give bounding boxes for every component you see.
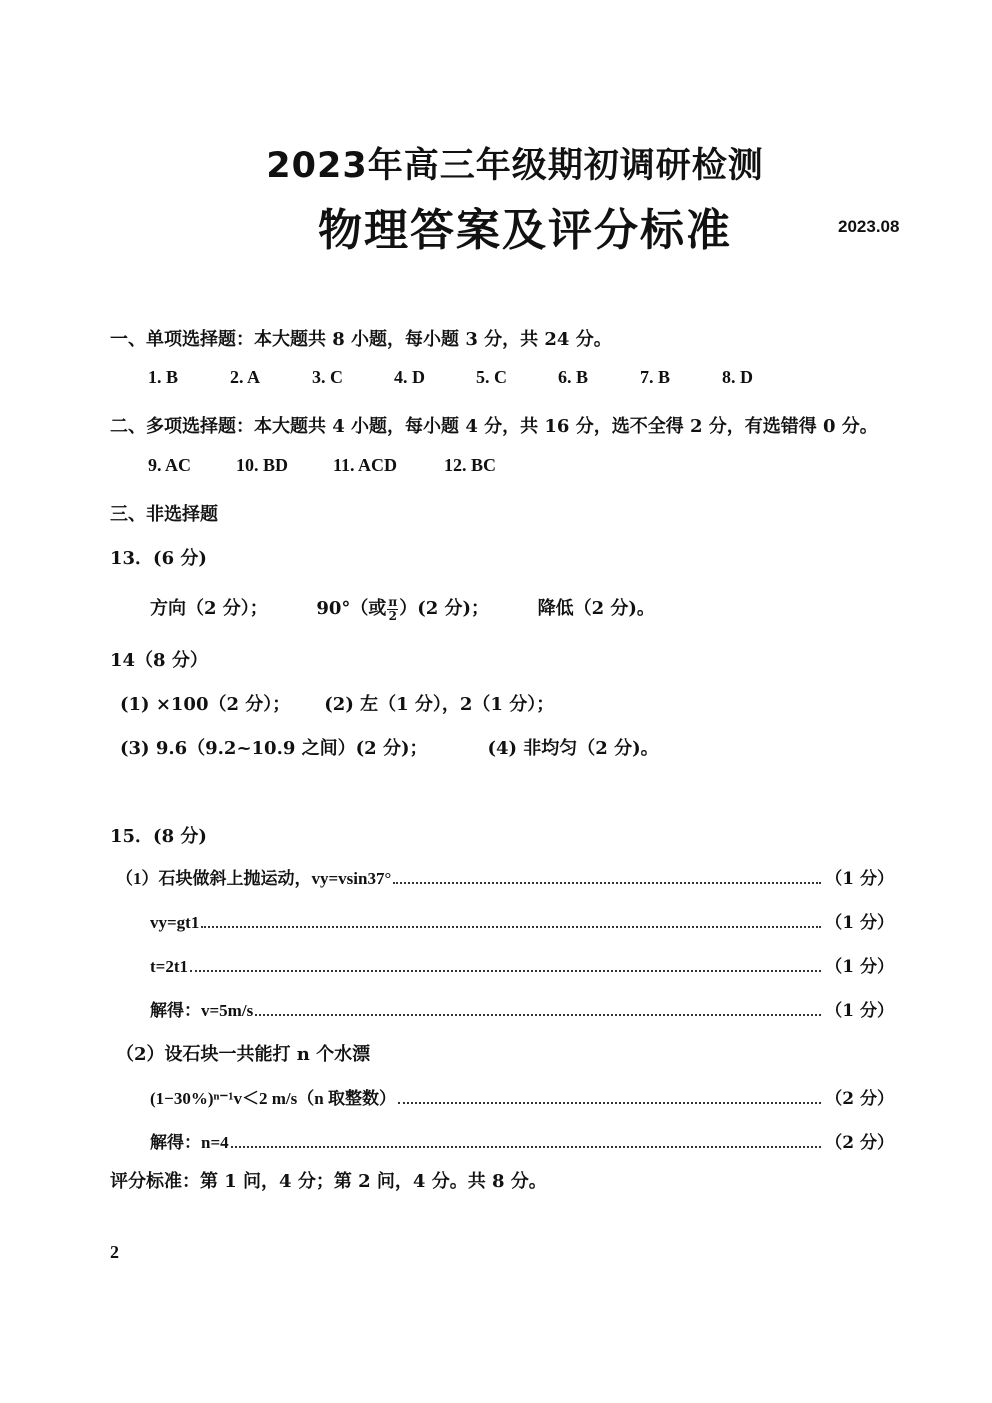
q13-heading: 13．(6 分) xyxy=(110,548,207,569)
q13-part1: 方向（2 分）； xyxy=(150,598,268,619)
answer-3: 3. C xyxy=(312,367,343,387)
answer-1: 1. B xyxy=(148,367,179,387)
q15-heading: 15．(8 分) xyxy=(110,826,207,847)
q14-line2-b: (4) 非均匀（2 分)。 xyxy=(487,738,659,759)
dot-leader xyxy=(190,970,821,972)
dot-leader xyxy=(255,1014,821,1016)
q13-part2-post: ）(2 分)； xyxy=(399,598,490,619)
q13-part2-pre: 90°（或 xyxy=(316,598,387,619)
page-number: 2 xyxy=(110,1242,119,1262)
section1-answers xyxy=(148,367,753,388)
dot-leader xyxy=(398,1102,821,1104)
q15-row-4: 解得：v=5m/s （1 分） xyxy=(150,1001,894,1021)
answer-11: 11. ACD xyxy=(333,455,398,475)
answer-4: 4. D xyxy=(394,367,425,387)
q15-row-7: 解得：n=4 （2 分） xyxy=(150,1133,894,1153)
q15-row-1: （1）石块做斜上抛运动，vy=vsin37° （1 分） xyxy=(116,869,894,889)
answer-12: 12. BC xyxy=(444,455,497,475)
answer-10: 10. BD xyxy=(236,455,289,475)
q14-line1-a: (1) ×100（2 分）； xyxy=(120,694,291,715)
section2-answers xyxy=(148,455,496,476)
answer-7: 7. B xyxy=(640,367,671,387)
q13-answer xyxy=(150,594,655,623)
q14-line1 xyxy=(120,690,554,716)
q15-scoring-standard: 评分标准：第 1 问，4 分；第 2 问，4 分。共 8 分。 xyxy=(110,1171,547,1192)
pi-over-2-fraction: $\frac{\pi}{2}$ xyxy=(388,594,398,623)
q14-line1-b: (2) 左（1 分），2（1 分）； xyxy=(324,694,555,715)
answer-9: 9. AC xyxy=(148,455,192,475)
dot-leader xyxy=(201,926,821,928)
q14-line2 xyxy=(120,734,659,760)
page-title: 2023年高三年级期初调研检测 xyxy=(266,146,764,186)
answer-2: 2. A xyxy=(230,367,261,387)
q14-line2-a: (3) 9.6（9.2~10.9 之间）(2 分)； xyxy=(120,738,428,759)
page-subtitle: 物理答案及评分标准 xyxy=(318,205,732,256)
q14-heading: 14（8 分） xyxy=(110,650,208,671)
dot-leader xyxy=(393,882,821,884)
document-date: 2023.08 xyxy=(838,217,900,236)
q15-row-5: （2）设石块一共能打 n 个水漂 xyxy=(116,1044,371,1065)
q15-row-6: (1−30%)ⁿ⁻¹v＜2 m/s（n 取整数） （2 分） xyxy=(150,1089,894,1109)
answer-6: 6. B xyxy=(558,367,589,387)
section1-heading: 一、单项选择题：本大题共 8 小题，每小题 3 分，共 24 分。 xyxy=(110,329,612,350)
q15-row-2: vy=gt1 （1 分） xyxy=(150,913,894,933)
answer-5: 5. C xyxy=(476,367,507,387)
dot-leader xyxy=(231,1146,822,1148)
q13-part3: 降低（2 分)。 xyxy=(537,598,655,619)
section2-heading: 二、多项选择题：本大题共 4 小题，每小题 4 分，共 16 分，选不全得 2 分，有选错得 0 分。 xyxy=(110,416,878,437)
section3-heading: 三、非选择题 xyxy=(110,504,218,525)
answer-8: 8. D xyxy=(722,367,753,387)
q15-row-3: t=2t1 （1 分） xyxy=(150,957,894,977)
